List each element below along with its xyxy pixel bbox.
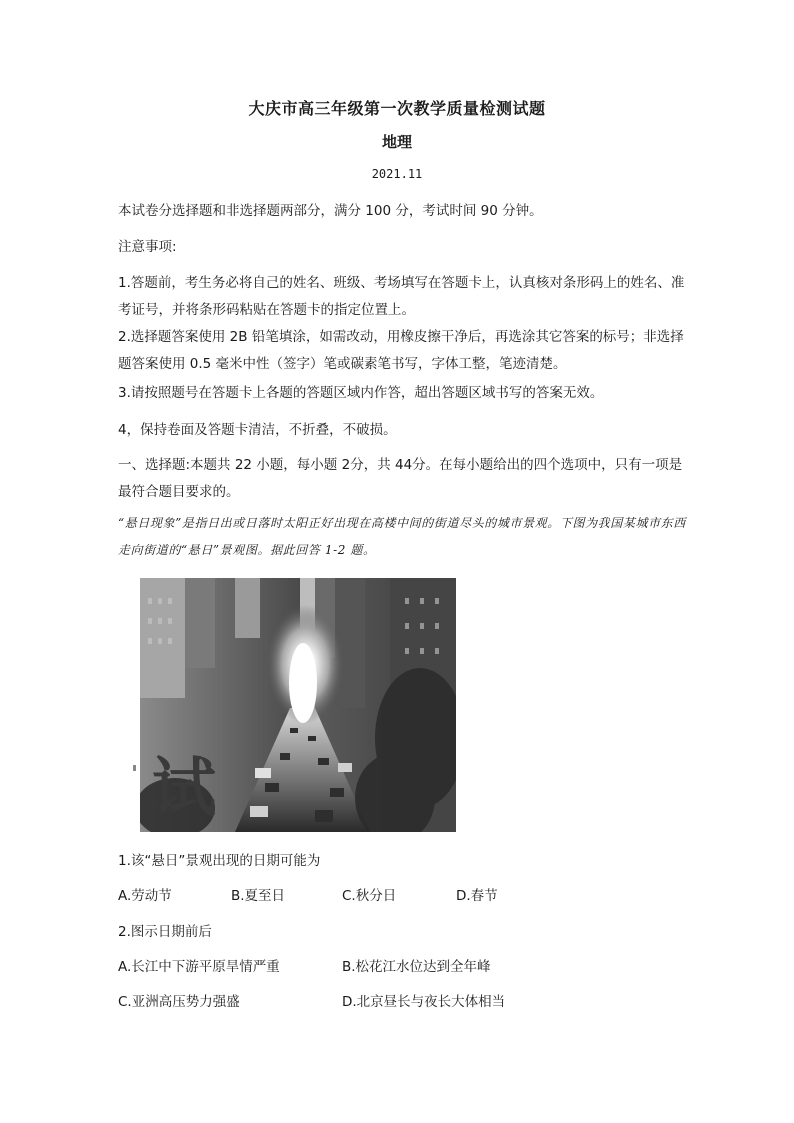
option-a: A.长江中下游平原旱情严重 [118,959,280,975]
option-b: B.松花江水位达到全年峰 [342,959,491,975]
option-b: B.夏至日 [231,888,286,904]
watermark-text: 试 [152,751,216,826]
option-c: C.秋分日 [342,888,397,904]
question-stem: 2.图示日期前后 [118,924,212,940]
margin-mark [133,765,136,771]
options-row [118,883,718,910]
question-stem: 1.该“悬日”景观出现的日期可能为 [118,853,321,869]
sunset-street-photo [140,578,456,832]
notice-item: 1.答题前，考生务必将自己的姓名、班级、考场填写在答题卡上，认真核对条形码上的姓名、准考证号，并将条形码粘贴在答题卡的指定位置上。 [118,275,685,318]
option-a: A.劳动节 [118,888,172,904]
option-c: C.亚洲高压势力强盛 [118,994,240,1010]
question-lead-text: “悬日现象”是指日出或日落时太阳正好出现在高楼中间的街道尽头的城市景观。下图为我国某城市东西走向街道的“悬日”景观图。据此回答 1-2 题。 [118,516,686,557]
exam-date: 2021.11 [371,167,423,181]
intro-text: 本试卷分选择题和非选择题两部分，满分 100 分，考试时间 90 分钟。 [118,203,543,219]
exam-title: 大庆市高三年级第一次教学质量检测试题 [248,99,546,118]
options-row [118,954,718,981]
option-d: D.北京昼长与夜长大体相当 [342,994,506,1010]
subject-title: 地理 [381,133,412,151]
section-heading: 一、选择题:本题共 22 小题，每小题 2分，共 44分。在每小题给出的四个选项中，只有一项是最符合题目要求的。 [118,457,683,500]
notice-item: 2.选择题答案使用 2B 铅笔填涂，如需改动，用橡皮擦干净后，再选涂其它答案的标号；非选择题答案使用 0.5 毫米中性（签字）笔或碳素笔书写，字体工整，笔迹清楚。 [118,329,684,372]
notice-item: 3.请按照题号在答题卡上各题的答题区域内作答，超出答题区域书写的答案无效。 [118,385,604,401]
option-d: D.春节 [456,888,498,904]
notice-heading: 注意事项: [118,239,177,255]
options-row [118,989,718,1016]
notice-item: 4，保持卷面及答题卡清洁，不折叠，不破损。 [118,422,397,438]
